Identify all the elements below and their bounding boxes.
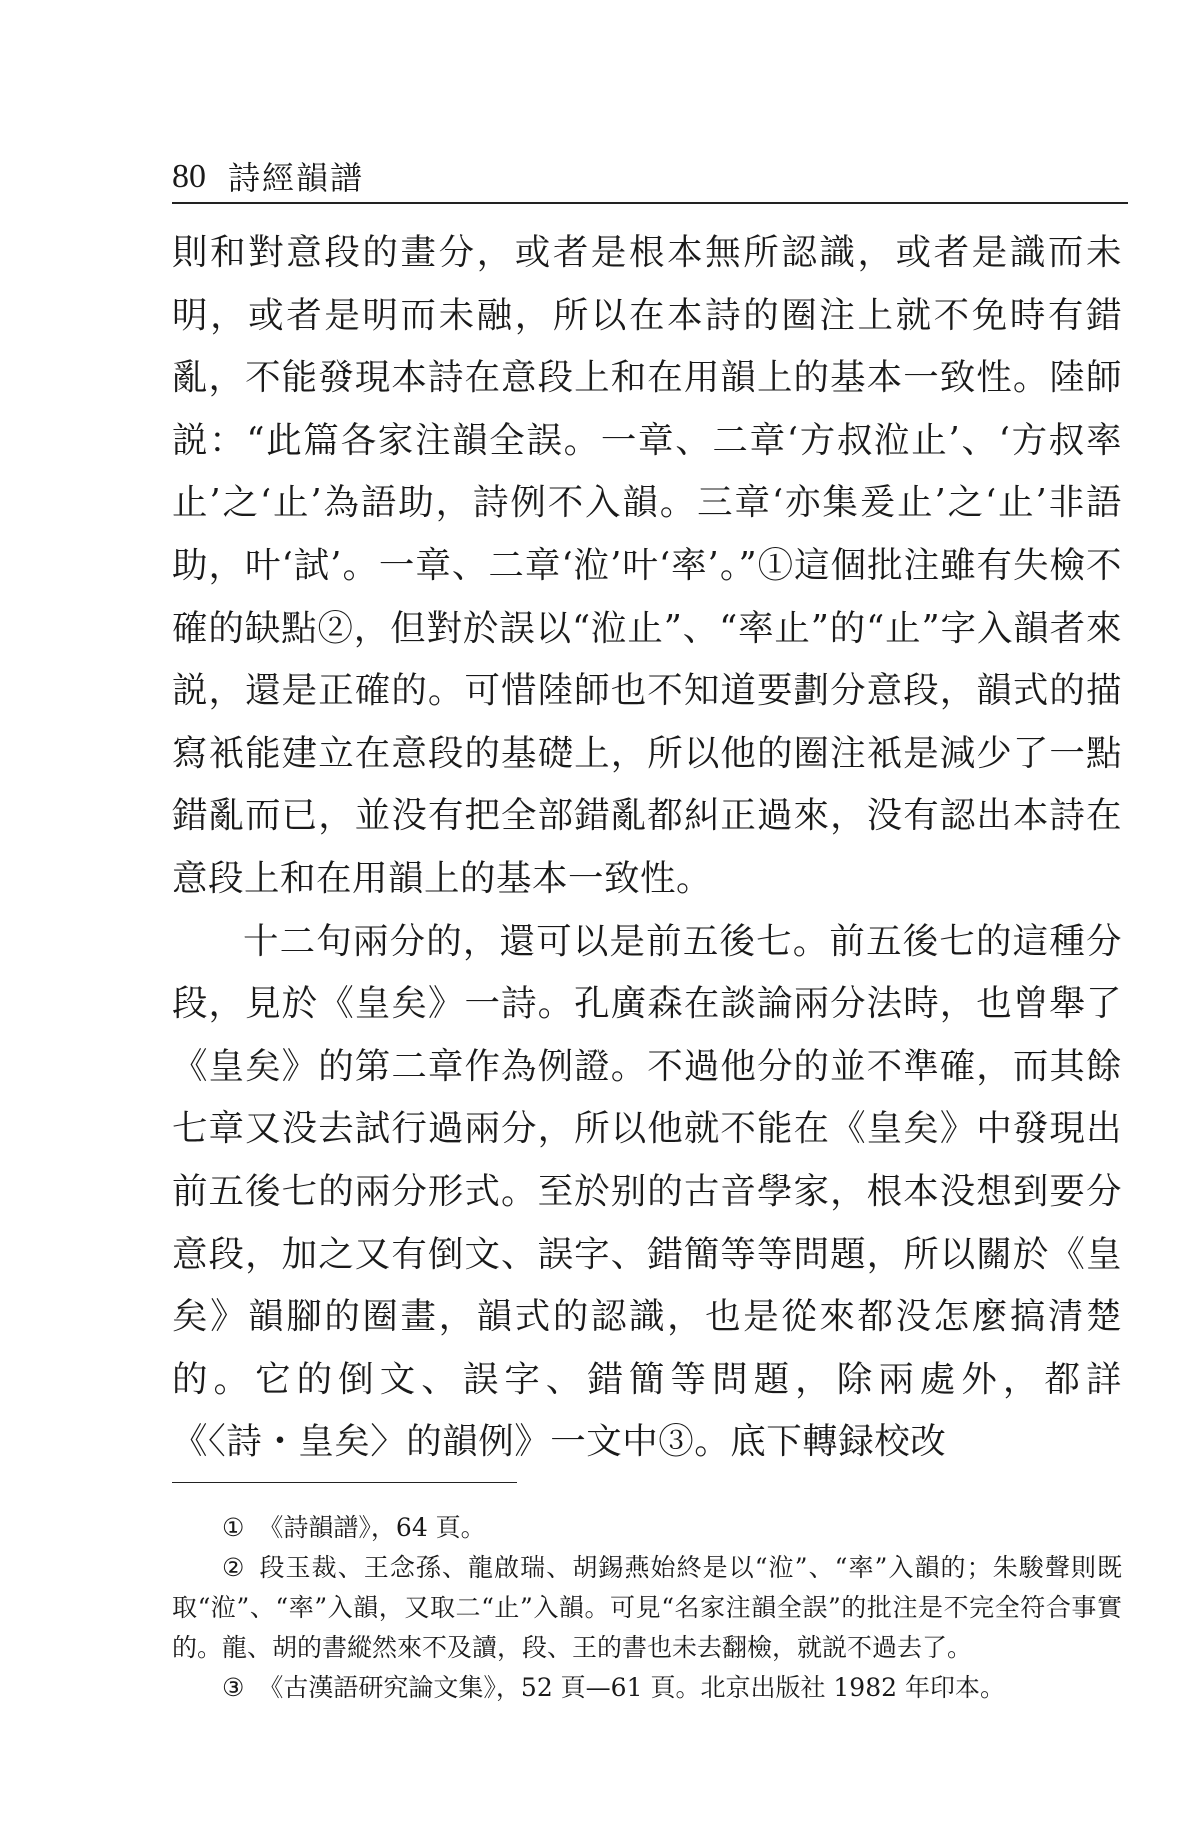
running-head (172, 138, 1122, 197)
footnote-text: 段玉裁、王念孫、龍啟瑞、胡錫燕始終是以“涖”、“率”入韻的；朱駿聲則既取“涖”、“率”入韻，又取二“止”入韻。可見“名家注韻全誤”的批注是不完全符合事實的。龍、胡的書縱然來不及讀，段、王的書也未去翻檢，就説不過去了。 (172, 1553, 1122, 1662)
footnote-2 (172, 1548, 1122, 1668)
header-rule (172, 202, 1128, 204)
footnote-rule (172, 1482, 517, 1483)
footnote-1 (172, 1508, 1122, 1548)
footnotes (172, 1508, 1122, 1708)
footnote-mark: ③ (222, 1673, 245, 1702)
footnote-mark: ① (222, 1513, 245, 1542)
body-paragraph: 十二句兩分的，還可以是前五後七。前五後七的這種分段，見於《皇矣》一詩。孔廣森在談論兩分法時，也曾舉了《皇矣》的第二章作為例證。不過他分的並不準確，而其餘七章又没去試行過兩分，所以他就不能在《皇矣》中發現出前五後七的兩分形式。至於别的古音學家，根本没想到要分意段，加之又有倒文、誤字、錯簡等等問題，所以關於《皇矣》韻腳的圈畫，韻式的認識，也是從來都没怎麼搞清楚的。它的倒文、誤字、錯簡等問題，除兩處外，都詳《〈詩・皇矣〉的韻例》一文中③。底下轉録校改 (172, 920, 1122, 1463)
footnote-3 (172, 1668, 1122, 1708)
footnote-mark: ② (222, 1553, 246, 1582)
body-paragraph-continued: 則和對意段的畫分，或者是根本無所認識，或者是識而未明，或者是明而未融，所以在本詩的圈注上就不免時有錯亂，不能發現本詩在意段上和在用韻上的基本一致性。陸師説：“此篇各家注韻全誤。一章、二章‘方叔涖止’、‘方叔率止’之‘止’為語助，詩例不入韻。三章‘亦集爰止’之‘止’非語助，叶‘試’。一章、二章‘涖’叶‘率’。”①這個批注雖有失檢不確的缺點②，但對於誤以“涖止”、“率止”的“止”字入韻者來説，還是正確的。可惜陸師也不知道要劃分意段，韻式的描寫衹能建立在意段的基礎上，所以他的圈注衹是減少了一點錯亂而已，並没有把全部錯亂都糾正過來，没有認出本詩在意段上和在用韻上的基本一致性。 (172, 232, 1122, 899)
page-number: 80 (172, 158, 206, 195)
book-title: 詩經韻譜 (228, 159, 365, 197)
footnote-text: 《古漢語研究論文集》，52 頁—61 頁。北京出版社 1982 年印本。 (258, 1673, 1005, 1702)
body-text (172, 222, 1122, 1474)
footnote-text: 《詩韻譜》，64 頁。 (258, 1513, 486, 1542)
